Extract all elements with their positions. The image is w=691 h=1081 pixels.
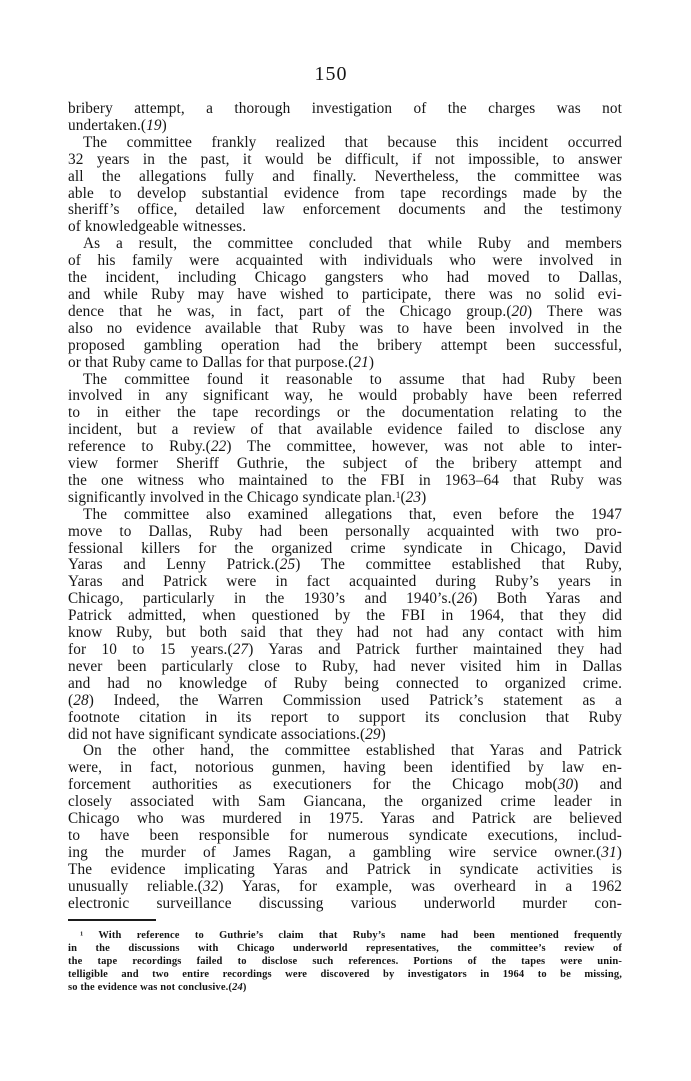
text-line (68, 625, 622, 642)
text-segment: electronic surveillance discussing various underworld murder con- (68, 894, 622, 912)
text-segment: view former Sheriff Guthrie, the subject of the bribery attempt and (68, 455, 622, 473)
paragraph (68, 236, 622, 371)
text-segment: ) (421, 488, 427, 506)
paragraph (68, 743, 622, 912)
citation-number: 25 (279, 556, 296, 574)
text-line (68, 743, 622, 760)
text-segment: the one witness who maintained to the FBI in 1963–64 that Ruby was (68, 471, 622, 489)
text-line (68, 118, 622, 135)
text-segment: proposed gambling operation had the bribery attempt been successful, (68, 336, 622, 354)
text-segment: were, in fact, notorious gunmen, having been identified by law en- (68, 759, 622, 777)
citation-number: 28 (73, 691, 89, 709)
text-segment: The committee frankly realized that because this incident occurred (83, 133, 622, 151)
text-segment: of knowledgeable witnesses. (68, 218, 247, 236)
text-segment: dence that he was, in fact, part of the Chicago group.( (68, 302, 512, 320)
text-line (68, 659, 622, 676)
footnote-line (68, 981, 622, 994)
text-segment: ) Yaras and Patrick further maintained they had (248, 641, 622, 658)
text-segment: incident, but a review of that available evidence failed to disclose any (68, 421, 622, 439)
text-line (68, 101, 622, 118)
text-segment: ing the murder of James Ragan, a gambling wire service owner.( (68, 843, 602, 861)
footnote-line (68, 929, 622, 942)
text-segment: in the discussions with Chicago underworld representatives, the committee’s review of (68, 943, 622, 955)
text-segment: for 10 to 15 years.( (68, 641, 233, 658)
text-line (68, 135, 622, 152)
text-segment: ) The committee, however, was not able to inter- (226, 438, 622, 456)
text-segment: footnote citation in its report to support its conclusion that Ruby (68, 708, 622, 726)
text-line (68, 270, 622, 287)
text-line (68, 676, 622, 693)
citation-number: 30 (557, 776, 574, 794)
text-segment: ( (68, 691, 74, 709)
citation-number: 29 (365, 725, 381, 743)
text-line (68, 439, 622, 456)
text-segment: Chicago who was murdered in 1975. Yaras and Patrick are believed (68, 810, 622, 828)
citation-number: 23 (405, 488, 422, 506)
text-line (68, 777, 622, 794)
text-line (68, 862, 622, 879)
text-line (68, 710, 622, 727)
text-segment: ( (400, 488, 406, 506)
text-segment: Yaras and Lenny Patrick.( (68, 556, 280, 574)
text-segment: The evidence implicating Yaras and Patrick in syndicate activities is (68, 860, 622, 878)
paragraph (68, 135, 622, 236)
citation-number: 32 (202, 877, 219, 895)
footnote-line (68, 968, 622, 981)
text-segment: closely associated with Sam Giancana, the organized crime leader in (68, 793, 622, 811)
text-line (68, 879, 622, 896)
text-segment: significantly involved in the Chicago syndicate plan. (68, 488, 396, 506)
page-number: 150 (314, 63, 348, 85)
text-segment: never been particularly close to Ruby, had never visited him in Dallas (68, 657, 622, 675)
citation-number: 22 (210, 438, 227, 456)
text-segment: ) Both Yaras and (472, 590, 623, 608)
text-line (68, 338, 622, 355)
text-line (68, 304, 622, 321)
text-segment: On the other hand, the committee established that Yaras and Patrick (83, 742, 622, 760)
text-line (68, 456, 622, 473)
text-segment: undertaken.( (68, 116, 147, 134)
text-segment: able to develop substantial evidence from tape recordings made by the (68, 184, 622, 202)
text-line (68, 152, 622, 169)
text-segment: bribery attempt, a thorough investigation of the charges was not (68, 100, 622, 117)
footnote-text (68, 929, 622, 994)
text-segment: and had no knowledge of Ruby being connected to organized crime. (68, 674, 622, 692)
text-segment: Chicago, particularly in the 1930’s and 1940’s.( (68, 590, 457, 608)
paragraph (68, 372, 622, 507)
text-line (68, 727, 622, 744)
text-line (68, 372, 622, 389)
text-line (68, 574, 622, 591)
text-segment: so the evidence was not conclusive.( (68, 982, 233, 994)
text-segment: ) The committee established that Ruby, (295, 556, 622, 574)
citation-number: 21 (353, 353, 369, 371)
text-line (68, 236, 622, 253)
text-segment: of his family were acquainted with individuals who were involved in (68, 252, 622, 270)
citation-number: 31 (601, 843, 617, 861)
paragraph (68, 507, 622, 744)
text-line (68, 828, 622, 845)
text-segment: ) (380, 725, 386, 743)
text-segment: The committee also examined allegations that, even before the 1947 (83, 505, 622, 523)
text-line (68, 321, 622, 338)
superscript-marker: 1 (80, 930, 84, 938)
text-segment: reference to Ruby.( (68, 438, 211, 456)
text-segment: ) There was (527, 302, 622, 320)
text-segment: to in either the tape recordings or the documentation relating to the (68, 404, 622, 422)
paragraph (68, 101, 622, 135)
text-segment: involved in any significant way, he would probably have been referred (68, 387, 622, 405)
footnote-divider (68, 919, 156, 921)
body-text (68, 101, 622, 913)
text-segment: also no evidence available that Ruby was to have been involved in the (68, 319, 622, 337)
text-segment: did not have significant syndicate associations.( (68, 725, 366, 743)
citation-number: 20 (511, 302, 528, 320)
text-line (68, 845, 622, 862)
citation-number: 19 (146, 116, 162, 134)
text-line (68, 405, 622, 422)
text-segment: ) (242, 982, 247, 994)
text-segment: As a result, the committee concluded that while Ruby and members (83, 235, 622, 253)
text-segment: forcement authorities as executioners for the Chicago mob( (68, 776, 558, 794)
text-line (68, 473, 622, 490)
text-line (68, 186, 622, 203)
text-line (68, 896, 622, 913)
citation-number: 26 (456, 590, 473, 608)
citation-number: 27 (232, 641, 249, 658)
text-line (68, 219, 622, 236)
text-line (68, 490, 622, 507)
text-line (68, 693, 622, 710)
text-segment: The committee found it reasonable to assume that had Ruby been (83, 370, 622, 388)
text-line (68, 794, 622, 811)
text-segment: or that Ruby came to Dallas for that purpose.( (68, 353, 354, 371)
text-line (68, 202, 622, 219)
text-line (68, 608, 622, 625)
text-segment: move to Dallas, Ruby had been personally acquainted with two pro- (68, 522, 622, 540)
text-line (68, 355, 622, 372)
text-segment: to have been responsible for numerous syndicate executions, includ- (68, 826, 622, 844)
text-line (68, 422, 622, 439)
text-segment: Patrick admitted, when questioned by the FBI in 1964, that they did (68, 607, 622, 625)
text-segment: Yaras and Patrick were in fact acquainted during Ruby’s years in (68, 573, 622, 591)
text-segment: ) Yaras, for example, was overheard in a 1962 (218, 877, 623, 895)
text-segment: ) (616, 843, 622, 861)
text-segment: all the allegations fully and finally. Nevertheless, the committee was (68, 167, 622, 185)
text-segment: and while Ruby may have wished to participate, there was no solid evi- (68, 285, 622, 303)
text-line (68, 253, 622, 270)
citation-number: 24 (232, 982, 243, 994)
text-segment: sheriff’s office, detailed law enforcement documents and the testimony (68, 201, 622, 219)
footnote-line (68, 955, 622, 968)
text-line (68, 524, 622, 541)
text-segment: ) (161, 116, 167, 134)
text-line (68, 169, 622, 186)
text-line (68, 557, 622, 574)
text-segment: ) and (573, 776, 622, 794)
text-segment: the incident, including Chicago gangsters who had moved to Dallas, (68, 269, 622, 287)
text-segment: ) (368, 353, 375, 371)
text-segment: fessional killers for the organized crime syndicate in Chicago, David (68, 539, 622, 557)
text-line (68, 642, 622, 659)
text-line (68, 760, 622, 777)
text-line (68, 591, 622, 608)
text-segment: ) Indeed, the Warren Commission used Patrick’s statement as a (88, 691, 622, 709)
text-segment: the tape recordings failed to disclose such references. Portions of the tapes were unin- (68, 956, 622, 968)
text-line (68, 541, 622, 558)
text-segment: With reference to Guthrie’s claim that Ruby’s name had been mentioned frequently (83, 930, 622, 941)
text-line (68, 388, 622, 405)
text-line (68, 811, 622, 828)
text-segment: 32 years in the past, it would be difficult, if not impossible, to answer (68, 150, 622, 168)
text-line (68, 507, 622, 524)
footnote-line (68, 942, 622, 955)
text-segment: know Ruby, but both said that they had not had any contact with him (68, 624, 622, 642)
text-segment: unusually reliable.( (68, 877, 203, 895)
superscript-marker: 1 (395, 489, 401, 500)
text-segment: telligible and two entire recordings were discovered by investigators in 1964 to be missing, (68, 969, 622, 981)
text-line (68, 287, 622, 304)
